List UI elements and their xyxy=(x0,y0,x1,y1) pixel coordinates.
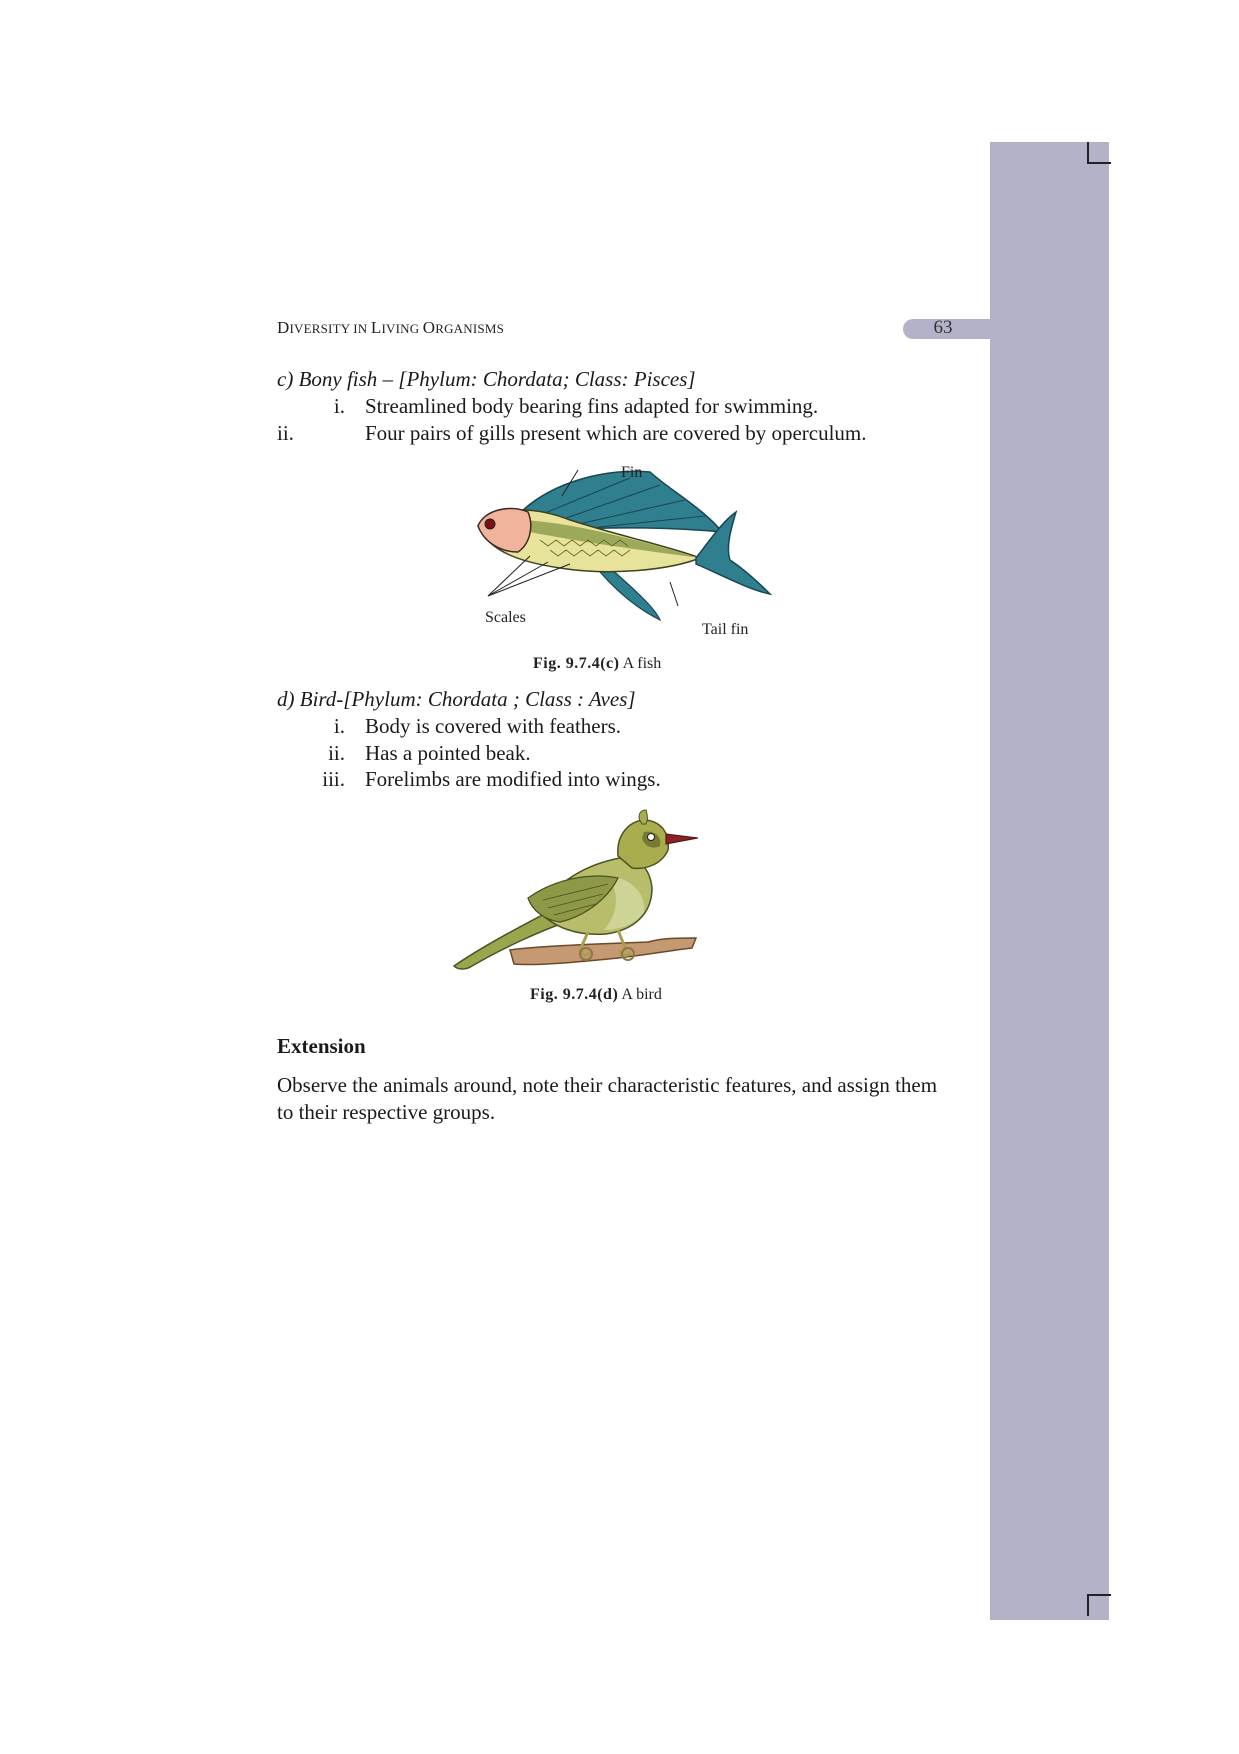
scales-label: Scales xyxy=(485,609,526,626)
list-item xyxy=(277,713,957,740)
bird-figure xyxy=(448,798,728,978)
tail-fin-label: Tail fin xyxy=(702,621,749,638)
fish-feature-list xyxy=(277,393,957,446)
list-item xyxy=(277,420,957,447)
header-part: RGANISMS xyxy=(435,321,505,336)
side-margin-band xyxy=(990,142,1109,1620)
list-item xyxy=(277,740,957,767)
header-part: IN xyxy=(349,321,371,336)
fin-label: Fin xyxy=(621,464,643,481)
bird-figure-caption xyxy=(530,986,662,1004)
header-part: IVING xyxy=(381,321,423,336)
list-number: ii. xyxy=(277,420,294,445)
bird-illustration xyxy=(448,798,728,978)
caption-text: A bird xyxy=(621,986,662,1003)
crop-mark-top xyxy=(1087,142,1111,164)
bird-feature-list xyxy=(277,713,957,793)
list-number: iii. xyxy=(322,767,345,791)
fish-section-heading: c) Bony fish – [Phylum: Chordata; Class: Pisces] xyxy=(277,367,696,391)
caption-label: Fig. 9.7.4(d) xyxy=(530,986,619,1003)
list-number: ii. xyxy=(328,740,345,765)
list-text: Body is covered with feathers. xyxy=(365,714,622,738)
header-part: D xyxy=(277,318,290,337)
page-number: 63 xyxy=(933,317,953,338)
crop-mark-bottom xyxy=(1087,1594,1111,1616)
list-item xyxy=(277,393,957,420)
header-part: O xyxy=(422,318,436,337)
header-part: IVERSITY xyxy=(289,321,350,336)
running-header xyxy=(277,318,504,338)
list-text: Streamlined body bearing fins adapted for swimming. xyxy=(365,394,819,418)
extension-heading: Extension xyxy=(277,1034,366,1058)
caption-label: Fig. 9.7.4(c) xyxy=(533,655,620,672)
fish-figure-caption xyxy=(533,655,661,673)
list-number: i. xyxy=(333,394,345,418)
list-item xyxy=(277,766,957,793)
list-text: Forelimbs are modified into wings. xyxy=(365,767,661,791)
extension-text: Observe the animals around, note their characteristic features, and assign them to their respective groups. xyxy=(277,1073,938,1124)
header-part: L xyxy=(370,318,382,337)
caption-text: A fish xyxy=(622,655,662,672)
bird-section-heading: d) Bird-[Phylum: Chordata ; Class : Aves] xyxy=(277,687,636,711)
list-text: Has a pointed beak. xyxy=(365,740,531,765)
list-number: i. xyxy=(333,714,345,738)
list-text: Four pairs of gills present which are covered by operculum. xyxy=(365,420,867,445)
